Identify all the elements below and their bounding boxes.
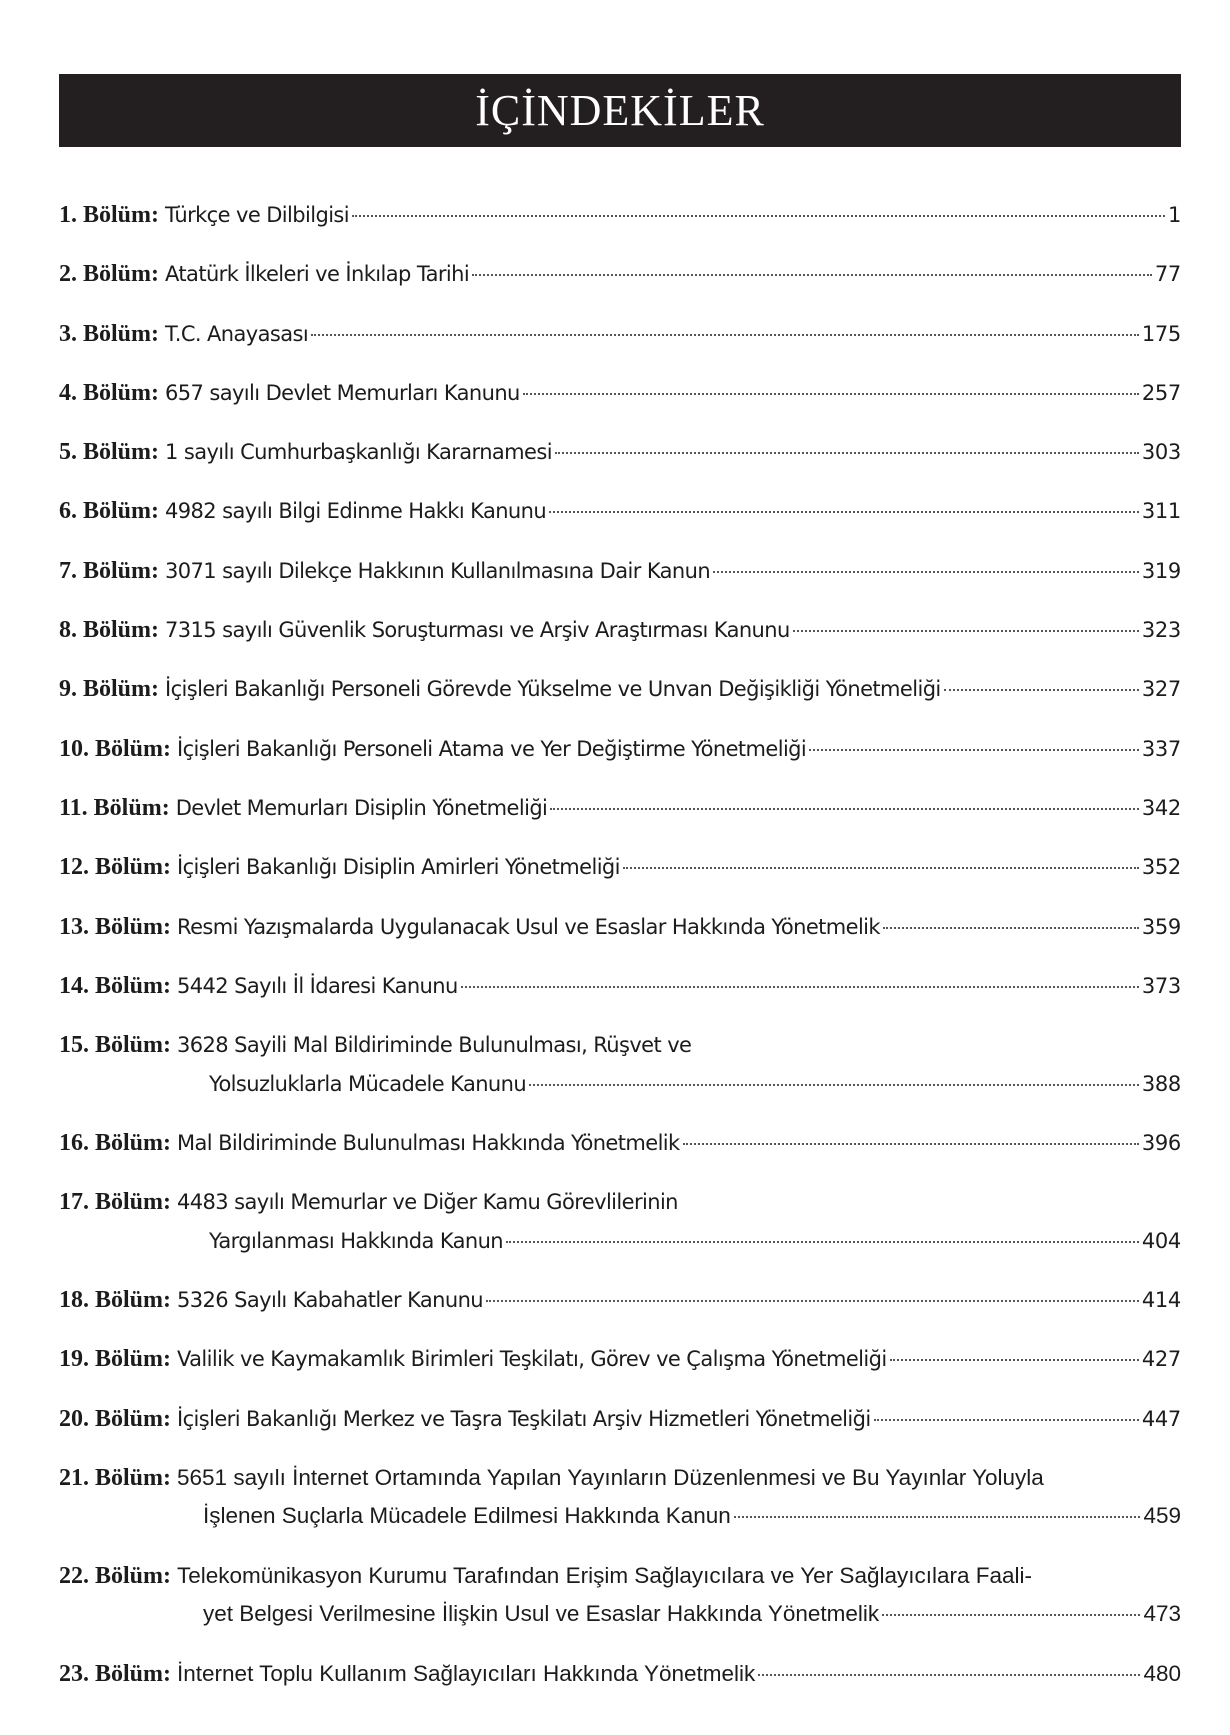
header-bar	[59, 74, 1181, 147]
toc-entry[interactable]	[59, 1124, 1181, 1163]
chapter-number: 4. Bölüm:	[59, 379, 160, 406]
toc-entry[interactable]	[59, 374, 1181, 413]
toc-entry[interactable]	[59, 789, 1181, 828]
dot-leader	[793, 630, 1139, 632]
page-number: 327	[1141, 677, 1181, 702]
table-of-contents	[59, 196, 1181, 1714]
page-number: 1	[1167, 203, 1181, 227]
chapter-title: Türkçe ve Dilbilgisi	[165, 203, 350, 227]
chapter-number: 16. Bölüm:	[59, 1129, 172, 1156]
chapter-number: 5. Bölüm:	[59, 439, 160, 466]
chapter-title: 3628 Sayili Mal Bildiriminde Bulunulması, Rüşvet ve	[177, 1033, 692, 1058]
chapter-title: İçişleri Bakanlığı Personeli Atama ve Yer Değiştirme Yönetmeliği	[177, 736, 807, 761]
dot-leader	[890, 1359, 1139, 1361]
dot-leader	[882, 1614, 1140, 1616]
chapter-title: 4483 sayılı Memurlar ve Diğer Kamu Görevlilerinin	[177, 1190, 678, 1215]
dot-leader	[883, 927, 1139, 929]
dot-leader	[734, 1516, 1141, 1518]
dot-leader	[529, 1084, 1139, 1086]
dot-leader	[523, 393, 1139, 395]
toc-entry[interactable]	[59, 492, 1181, 531]
dot-leader	[809, 749, 1139, 751]
chapter-title: İçişleri Bakanlığı Disiplin Amirleri Yönetmeliği	[177, 855, 620, 880]
page-number: 473	[1143, 1601, 1181, 1627]
chapter-title-continuation: yet Belgesi Verilmesine İlişkin Usul ve Esaslar Hakkında Yönetmelik	[203, 1601, 880, 1627]
dot-leader	[758, 1674, 1140, 1676]
page-number: 337	[1141, 736, 1181, 761]
chapter-number: 20. Bölüm:	[59, 1405, 172, 1432]
chapter-title: Atatürk İlkeleri ve İnkılap Tarihi	[165, 262, 470, 287]
page-number: 414	[1141, 1288, 1181, 1313]
chapter-number: 22. Bölüm:	[59, 1562, 172, 1589]
toc-entry[interactable]	[59, 611, 1181, 650]
page-number: 342	[1141, 795, 1181, 820]
page-number: 459	[1143, 1503, 1181, 1529]
chapter-title: İnternet Toplu Kullanım Sağlayıcıları Hakkında Yönetmelik	[177, 1660, 756, 1686]
dot-leader	[874, 1419, 1139, 1421]
page-number: 480	[1143, 1660, 1181, 1686]
chapter-title: 3071 sayılı Dilekçe Hakkının Kullanılmasına Dair Kanun	[165, 558, 711, 583]
chapter-title-continuation: İşlenen Suçlarla Mücadele Edilmesi Hakkında Kanun	[203, 1503, 731, 1529]
dot-leader	[506, 1241, 1139, 1243]
chapter-number: 1. Bölüm:	[59, 202, 160, 228]
dot-leader	[549, 511, 1139, 513]
chapter-number: 2. Bölüm:	[59, 261, 160, 288]
page-number: 352	[1141, 855, 1181, 880]
chapter-number: 11. Bölüm:	[59, 794, 170, 821]
toc-entry[interactable]	[59, 1655, 1181, 1694]
toc-entry[interactable]	[59, 1026, 1181, 1103]
chapter-number: 19. Bölüm:	[59, 1346, 172, 1373]
chapter-title: Resmi Yazışmalarda Uygulanacak Usul ve Esaslar Hakkında Yönetmelik	[177, 914, 880, 939]
dot-leader	[944, 689, 1139, 691]
page-number: 303	[1141, 440, 1181, 465]
toc-entry[interactable]	[59, 1557, 1181, 1634]
dot-leader	[472, 274, 1152, 276]
dot-leader	[683, 1143, 1139, 1145]
page-number: 404	[1141, 1228, 1181, 1253]
page-number: 77	[1154, 262, 1181, 287]
dot-leader	[550, 808, 1139, 810]
page-number: 427	[1141, 1347, 1181, 1372]
dot-leader	[713, 571, 1139, 573]
chapter-title: T.C. Anayasası	[165, 321, 309, 346]
toc-entry[interactable]	[59, 908, 1181, 947]
toc-entry[interactable]	[59, 196, 1181, 235]
toc-entry[interactable]	[59, 670, 1181, 709]
chapter-number: 17. Bölüm:	[59, 1189, 172, 1216]
chapter-number: 6. Bölüm:	[59, 498, 160, 525]
chapter-title: Mal Bildiriminde Bulunulması Hakkında Yönetmelik	[177, 1130, 680, 1155]
chapter-title: 1 sayılı Cumhurbaşkanlığı Kararnamesi	[165, 440, 552, 465]
page-number: 447	[1141, 1406, 1181, 1431]
chapter-number: 15. Bölüm:	[59, 1032, 172, 1059]
toc-entry[interactable]	[59, 433, 1181, 472]
dot-leader	[486, 1300, 1139, 1302]
toc-entry[interactable]	[59, 1400, 1181, 1439]
chapter-title: 4982 sayılı Bilgi Edinme Hakkı Kanunu	[165, 499, 547, 524]
chapter-title-continuation: Yolsuzluklarla Mücadele Kanunu	[209, 1071, 527, 1096]
chapter-title: Telekomünikasyon Kurumu Tarafından Erişim Sağlayıcılara ve Yer Sağlayıcılara Faali-	[177, 1562, 1033, 1588]
toc-entry[interactable]	[59, 1340, 1181, 1379]
chapter-number: 18. Bölüm:	[59, 1287, 172, 1314]
page-number: 175	[1141, 321, 1181, 346]
chapter-title: Valilik ve Kaymakamlık Birimleri Teşkilatı, Görev ve Çalışma Yönetmeliği	[177, 1347, 887, 1372]
toc-entry[interactable]	[59, 1281, 1181, 1320]
toc-entry[interactable]	[59, 730, 1181, 769]
dot-leader	[311, 334, 1139, 336]
chapter-title: Devlet Memurları Disiplin Yönetmeliği	[175, 795, 548, 820]
page-number: 319	[1141, 558, 1181, 583]
dot-leader	[623, 867, 1139, 869]
chapter-title: İçişleri Bakanlığı Personeli Görevde Yükselme ve Unvan Değişikliği Yönetmeliği	[165, 677, 941, 702]
toc-entry[interactable]	[59, 1183, 1181, 1260]
page-number: 388	[1141, 1071, 1181, 1096]
dot-leader	[461, 986, 1139, 988]
chapter-number: 7. Bölüm:	[59, 557, 160, 584]
chapter-title: 7315 sayılı Güvenlik Soruşturması ve Arşiv Araştırması Kanunu	[165, 618, 790, 643]
toc-entry[interactable]	[59, 552, 1181, 591]
chapter-number: 13. Bölüm:	[59, 913, 172, 940]
toc-entry[interactable]	[59, 255, 1181, 294]
page-number: 359	[1141, 914, 1181, 939]
page-number: 311	[1141, 499, 1181, 524]
page-number: 396	[1141, 1130, 1181, 1155]
toc-entry[interactable]	[59, 848, 1181, 887]
chapter-number: 3. Bölüm:	[59, 320, 160, 347]
toc-entry[interactable]	[59, 967, 1181, 1006]
chapter-number: 21. Bölüm:	[59, 1464, 172, 1491]
toc-entry[interactable]	[59, 1459, 1181, 1536]
page-number: 323	[1141, 618, 1181, 643]
chapter-number: 14. Bölüm:	[59, 972, 172, 999]
chapter-title-continuation: Yargılanması Hakkında Kanun	[209, 1228, 504, 1253]
page-number: 257	[1141, 380, 1181, 405]
chapter-number: 12. Bölüm:	[59, 854, 172, 881]
chapter-number: 10. Bölüm:	[59, 735, 172, 762]
dot-leader	[352, 215, 1165, 217]
chapter-number: 23. Bölüm:	[59, 1660, 172, 1687]
chapter-title: 5326 Sayılı Kabahatler Kanunu	[177, 1288, 483, 1313]
dot-leader	[555, 452, 1139, 454]
chapter-number: 8. Bölüm:	[59, 617, 160, 644]
chapter-title: İçişleri Bakanlığı Merkez ve Taşra Teşkilatı Arşiv Hizmetleri Yönetmeliği	[177, 1406, 871, 1431]
chapter-title: 657 sayılı Devlet Memurları Kanunu	[165, 380, 520, 405]
toc-entry[interactable]	[59, 315, 1181, 354]
chapter-title: 5442 Sayılı İl İdaresi Kanunu	[177, 973, 458, 998]
chapter-title: 5651 sayılı İnternet Ortamında Yapılan Yayınların Düzenlenmesi ve Bu Yayınlar Yoluyla	[177, 1464, 1044, 1490]
page-title: İÇİNDEKİLER	[475, 85, 765, 135]
chapter-number: 9. Bölüm:	[59, 676, 160, 703]
page-number: 373	[1141, 973, 1181, 998]
